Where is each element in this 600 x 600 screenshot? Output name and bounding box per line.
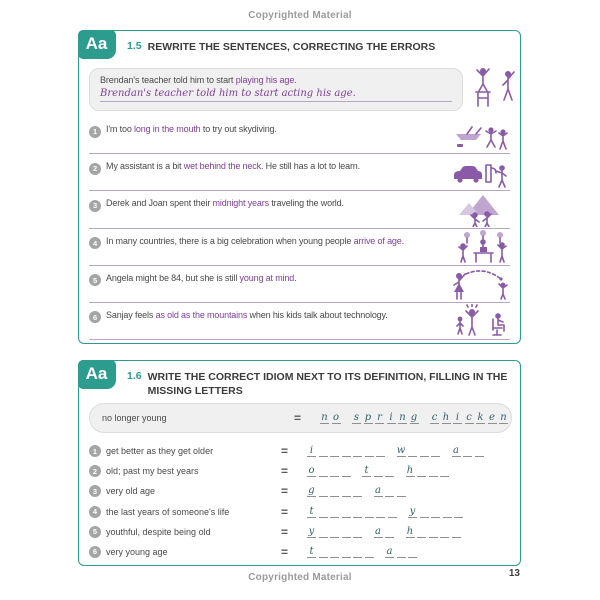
definition-row (89, 522, 512, 542)
letter-slot-blank (319, 465, 328, 477)
letter-slot-blank (417, 526, 426, 538)
letter-slot-blank (330, 546, 339, 558)
definition-cell (89, 465, 281, 477)
letter-slot-filled: i (387, 412, 396, 424)
letter-slot-blank (408, 445, 417, 457)
letter-slot-blank (353, 506, 362, 518)
rewrite-sentence-row (89, 303, 510, 340)
item-number-badge: 1 (89, 126, 101, 138)
rewrite-sentence-row (89, 266, 510, 303)
definition-text: youthful, despite being old (106, 526, 211, 537)
letter-slot-blank (420, 445, 429, 457)
letter-slot-blank (417, 465, 426, 477)
idiom-word (374, 526, 397, 538)
definition-text: the last years of someone's life (106, 506, 230, 517)
sentence (89, 198, 344, 212)
letter-slot-blank (385, 465, 394, 477)
idiom-word (307, 465, 353, 477)
exercise-1-5-header (127, 40, 509, 54)
letter-slot-blank (330, 485, 339, 497)
definition-text: get better as they get older (106, 446, 214, 457)
letter-slot-blank (319, 445, 328, 457)
letter-slot-filled: i (307, 445, 316, 457)
letter-slot-blank (397, 485, 406, 497)
sentence-text: In many countries, there is a big celebration when young people (106, 235, 354, 246)
idiom-word (320, 412, 343, 424)
sentence-text: to try out skydiving. (200, 124, 277, 134)
letter-slot-filled: n (321, 412, 328, 423)
letter-slot-blank (342, 485, 351, 497)
letter-slot-blank (342, 546, 351, 558)
definition-list (89, 441, 512, 562)
sentence-text: . (401, 235, 404, 246)
letter-slot-blank (454, 506, 463, 518)
exercise-1-6-panel (78, 360, 521, 566)
letter-slot-filled: g (410, 412, 418, 423)
item-number-badge: 5 (89, 526, 101, 538)
sentence-text: Derek and Joan spent their (106, 198, 213, 209)
letter-slot-blank (385, 485, 394, 497)
letter-slot-filled: t (362, 465, 371, 477)
letter-slot-blank (429, 465, 438, 477)
example-answer-box (89, 68, 463, 111)
idiom-error-text: arrive of age (353, 235, 402, 246)
letter-slot-filled: k (477, 412, 484, 423)
letter-slot-filled: c (466, 412, 472, 423)
letter-slot-blank (342, 465, 351, 477)
definition-cell (89, 526, 281, 538)
sentence (89, 236, 404, 250)
answer-letter-slots (307, 526, 472, 538)
letter-slot-blank (319, 546, 328, 558)
letter-slot-blank (420, 506, 429, 518)
letter-slot-filled: i (453, 412, 462, 424)
letter-slot-blank (353, 526, 362, 538)
pyramids-icon (455, 193, 510, 227)
exercise-title: WRITE THE CORRECT IDIOM NEXT TO ITS DEFINITION, FILLING IN THE MISSING LETTERS (147, 371, 508, 398)
letter-slot-blank (342, 506, 351, 518)
letter-slot-blank (463, 445, 472, 457)
letter-slot-blank (475, 445, 484, 457)
exercise-title: REWRITE THE SENTENCES, CORRECTING THE ERRORS (147, 41, 436, 53)
equals-sign: = (281, 544, 289, 559)
definition-text: no longer young (102, 413, 167, 423)
letter-slot-blank (342, 526, 351, 538)
idiom-error-text: young at mind (239, 272, 295, 283)
definition-row (89, 542, 512, 562)
rewrite-sentence-row (89, 117, 510, 154)
equals-sign: = (281, 464, 289, 479)
letter-slot-blank (353, 485, 362, 497)
idiom-word (406, 526, 464, 538)
letter-slot-blank (385, 526, 394, 538)
sentence-text: Sanjay feels (106, 309, 156, 320)
letter-slot-blank (330, 526, 339, 538)
answer-letter-slots (307, 485, 417, 497)
sentence-text: when his kids talk about technology. (247, 309, 388, 320)
letter-slot-blank (431, 445, 440, 457)
item-number-badge: 1 (89, 445, 101, 457)
act-your-age-icon (468, 65, 518, 109)
sentence-list (89, 117, 510, 340)
party-icon (455, 230, 510, 264)
ball-throw-icon (450, 269, 510, 301)
idiom-word (362, 465, 397, 477)
answer-letter-slots (307, 506, 475, 518)
letter-slot-filled: t (307, 506, 316, 518)
definition-row (89, 441, 512, 461)
letter-slot-blank (365, 546, 374, 558)
sentence-text: . He still has a lot to learn. (260, 161, 361, 172)
idiom-word (430, 412, 511, 424)
letter-slot-blank (440, 526, 449, 538)
letter-slot-blank (440, 465, 449, 477)
car-garage-icon (452, 159, 510, 189)
exercise-number: 1.5 (127, 40, 142, 52)
skydiving-icon (454, 122, 510, 152)
sentence (89, 161, 360, 175)
rewrite-sentence-row (89, 154, 510, 191)
answer-letter-slots (307, 445, 495, 457)
sentence (89, 310, 388, 324)
idiom-word (307, 506, 399, 518)
idiom-word (307, 445, 388, 457)
sentence-text: My assistant is a bit (106, 161, 184, 172)
sentence-text: Angela might be 84, but she is still (106, 272, 240, 283)
page-number: 13 (508, 568, 520, 579)
letter-slot-filled: h (406, 525, 414, 537)
letter-slot-filled: h (442, 412, 450, 423)
letter-slot-filled: h (406, 465, 414, 477)
letter-slot-blank (319, 485, 328, 497)
item-number-badge: 6 (89, 546, 101, 558)
idiom-word (385, 546, 420, 558)
letter-slot-filled: o (332, 412, 340, 423)
definition-row (89, 481, 512, 501)
letter-slot-blank (452, 526, 461, 538)
letter-slot-filled: e (489, 412, 495, 423)
equals-sign: = (281, 484, 289, 499)
letter-slot-blank (429, 526, 438, 538)
item-number-badge: 2 (89, 163, 101, 175)
letter-slot-blank (365, 445, 374, 457)
answer-letter-slots (320, 412, 520, 424)
letter-slot-filled: s (353, 412, 360, 423)
definition-text: very old age (106, 486, 156, 497)
letter-slot-blank (408, 546, 417, 558)
idiom-error-text: wet behind the neck (183, 161, 261, 172)
letter-slot-blank (431, 506, 440, 518)
item-number-badge: 4 (89, 506, 101, 518)
idiom-word (374, 485, 409, 497)
item-number-badge: 5 (89, 274, 101, 286)
letter-slot-blank (330, 506, 339, 518)
letter-slot-filled: n (399, 412, 406, 423)
idiom-error-text: playing his age (235, 75, 295, 85)
letter-slot-blank (397, 546, 406, 558)
sentence-text: traveling the world. (268, 198, 344, 209)
aa-vocabulary-badge: Aa (78, 360, 116, 389)
answer-letter-slots (307, 546, 429, 558)
sentence-text: . (294, 272, 297, 283)
item-number-badge: 6 (89, 311, 101, 323)
letter-slot-blank (353, 445, 362, 457)
item-number-badge: 4 (89, 237, 101, 249)
definition-cell (89, 445, 281, 457)
item-number-badge: 3 (89, 200, 101, 212)
exercise-1-6-header (127, 370, 509, 398)
idiom-word (397, 445, 443, 457)
answer-letter-slots (307, 465, 461, 477)
idiom-word (406, 465, 452, 477)
exercise-1-5-panel (78, 30, 521, 344)
letter-slot-blank (365, 506, 374, 518)
sentence-text: Brendan's teacher told him to start (100, 75, 236, 85)
letter-slot-blank (443, 506, 452, 518)
letter-slot-filled: w (396, 445, 406, 457)
letter-slot-blank (342, 445, 351, 457)
idiom-word (307, 546, 376, 558)
idiom-word (408, 506, 466, 518)
letter-slot-blank (319, 526, 328, 538)
sentence (89, 273, 296, 287)
example-handwritten-answer: Brendan's teacher told him to start acting his age. (100, 88, 452, 102)
definition-cell (89, 506, 281, 518)
equals-sign: = (294, 411, 302, 425)
letter-slot-filled: y (409, 505, 416, 517)
family-computer-icon (452, 304, 510, 338)
rewrite-sentence-row (89, 191, 510, 228)
top-watermark: Copyrighted Material (248, 10, 352, 21)
letter-slot-blank (376, 506, 385, 518)
equals-sign: = (281, 504, 289, 519)
letter-slot-filled: a (453, 445, 459, 457)
letter-slot-blank (353, 546, 362, 558)
letter-slot-filled: c (431, 412, 438, 423)
letter-slot-filled: r (375, 412, 384, 424)
equals-sign: = (281, 444, 289, 459)
letter-slot-blank (319, 506, 328, 518)
letter-slot-filled: n (500, 412, 507, 423)
bottom-watermark: Copyrighted Material (248, 572, 352, 583)
letter-slot-filled: g (308, 485, 315, 497)
idiom-word (307, 485, 365, 497)
aa-vocabulary-badge: Aa (78, 30, 116, 59)
idiom-error-text: long in the mouth (134, 124, 201, 134)
letter-slot-filled: a (375, 525, 381, 537)
letter-slot-blank (330, 445, 339, 457)
letter-slot-blank (374, 465, 383, 477)
sentence (89, 124, 277, 138)
definition-row (89, 502, 512, 522)
definition-text: very young age (106, 546, 168, 557)
idiom-word (452, 445, 487, 457)
rewrite-sentence-row (89, 229, 510, 266)
letter-slot-filled: p (364, 412, 372, 423)
letter-slot-filled: o (308, 465, 315, 477)
item-number-badge: 3 (89, 485, 101, 497)
sentence-text: . (294, 75, 297, 85)
idiom-error-text: as old as the mountains (155, 309, 248, 320)
letter-slot-blank (388, 506, 397, 518)
example-definition-row (89, 403, 512, 433)
equals-sign: = (281, 524, 289, 539)
letter-slot-filled: a (375, 485, 381, 497)
letter-slot-filled: t (307, 546, 316, 558)
exercise-number: 1.6 (127, 370, 142, 382)
example-sentence (100, 75, 452, 85)
letter-slot-filled: y (308, 525, 315, 537)
definition-cell (89, 546, 281, 558)
item-number-badge: 2 (89, 465, 101, 477)
definition-row (89, 461, 512, 481)
idiom-error-text: midnight years (212, 198, 269, 209)
idiom-word (352, 412, 421, 424)
definition-cell (89, 485, 281, 497)
letter-slot-blank (330, 465, 339, 477)
letter-slot-filled: a (386, 545, 393, 557)
letter-slot-blank (376, 445, 385, 457)
definition-text: old; past my best years (106, 466, 199, 477)
idiom-word (307, 526, 365, 538)
sentence-text: I'm too (106, 124, 135, 134)
